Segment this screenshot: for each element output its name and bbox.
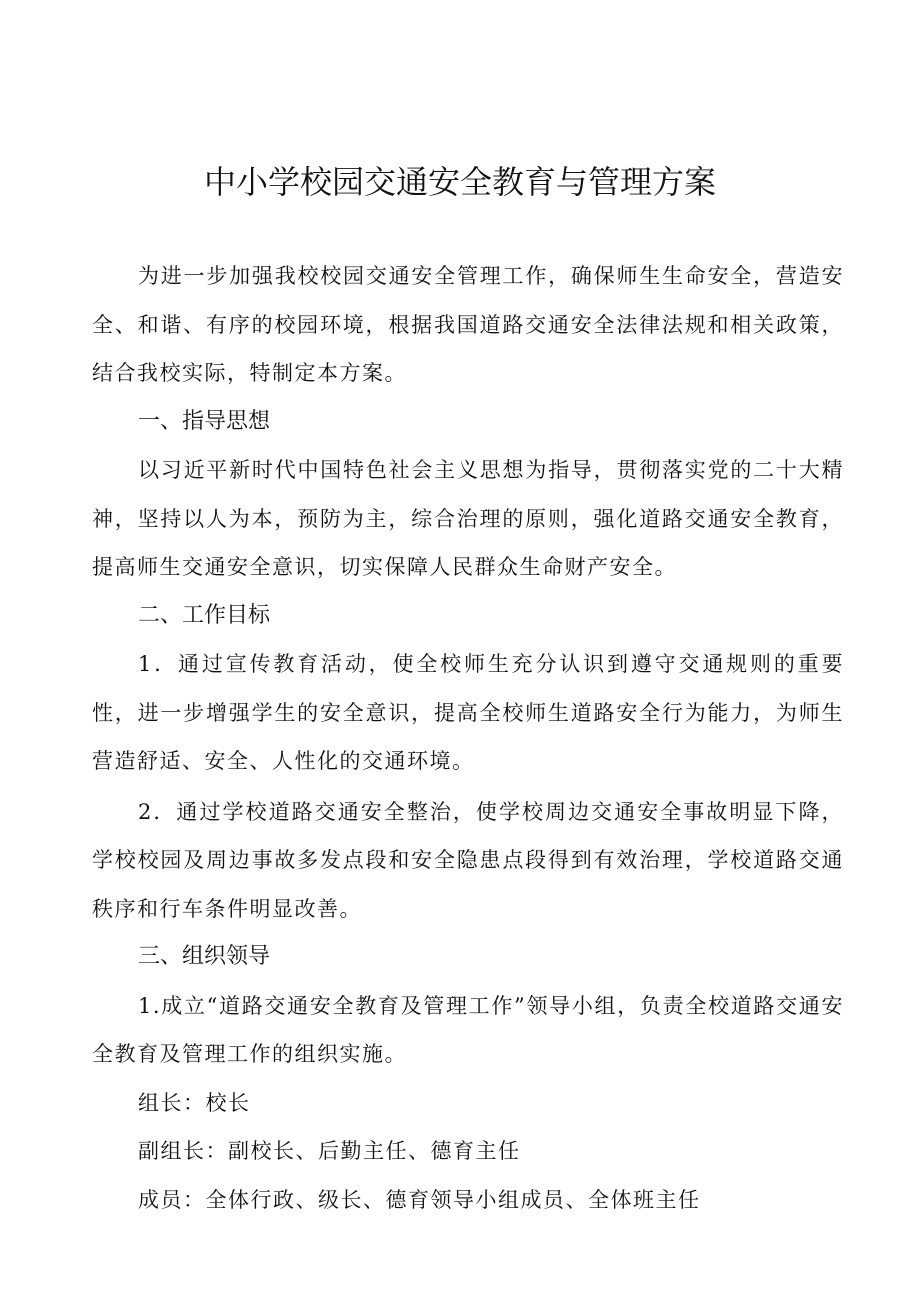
section-heading-guiding-ideology: 一、指导思想 [138, 408, 271, 434]
work-goal-paragraph-2: 2．通过学校道路交通安全整治，使学校周边交通安全事故明显下降，学校校园及周边事故多发点段和安全隐患点段得到有效治理，学校道路交通秩序和行车条件明显改善。 [92, 799, 844, 921]
deputy-leader-line: 副组长：副校长、后勤主任、德育主任 [138, 1139, 521, 1163]
intro-paragraph: 为进一步加强我校校园交通安全管理工作，确保师生生命安全，营造安全、和谐、有序的校园环境，根据我国道路交通安全法律法规和相关政策，结合我校实际，特制定本方案。 [92, 264, 844, 385]
guiding-ideology-paragraph: 以习近平新时代中国特色社会主义思想为指导，贯彻落实党的二十大精神，坚持以人为本，预防为主，综合治理的原则，强化道路交通安全教育，提高师生交通安全意识，切实保障人民群众生命财产安全。 [92, 458, 844, 579]
work-goal-paragraph-1: 1．通过宣传教育活动，使全校师生充分认识到遵守交通规则的重要性，进一步增强学生的安全意识，提高全校师生道路安全行为能力，为师生营造舒适、安全、人性化的交通环境。 [92, 652, 844, 773]
document-body [92, 252, 844, 1224]
group-leader-line: 组长：校长 [138, 1090, 251, 1115]
document-title: 中小学校园交通安全教育与管理方案 [203, 163, 716, 201]
members-line: 成员：全体行政、级长、德育领导小组成员、全体班主任 [138, 1187, 701, 1212]
organization-paragraph-1: 1.成立“道路交通安全教育及管理工作”领导小组，负责全校道路交通安全教育及管理工作的组织实施。 [92, 993, 844, 1066]
section-heading-organization: 三、组织领导 [138, 944, 271, 969]
section-heading-work-goals: 二、工作目标 [138, 602, 271, 628]
